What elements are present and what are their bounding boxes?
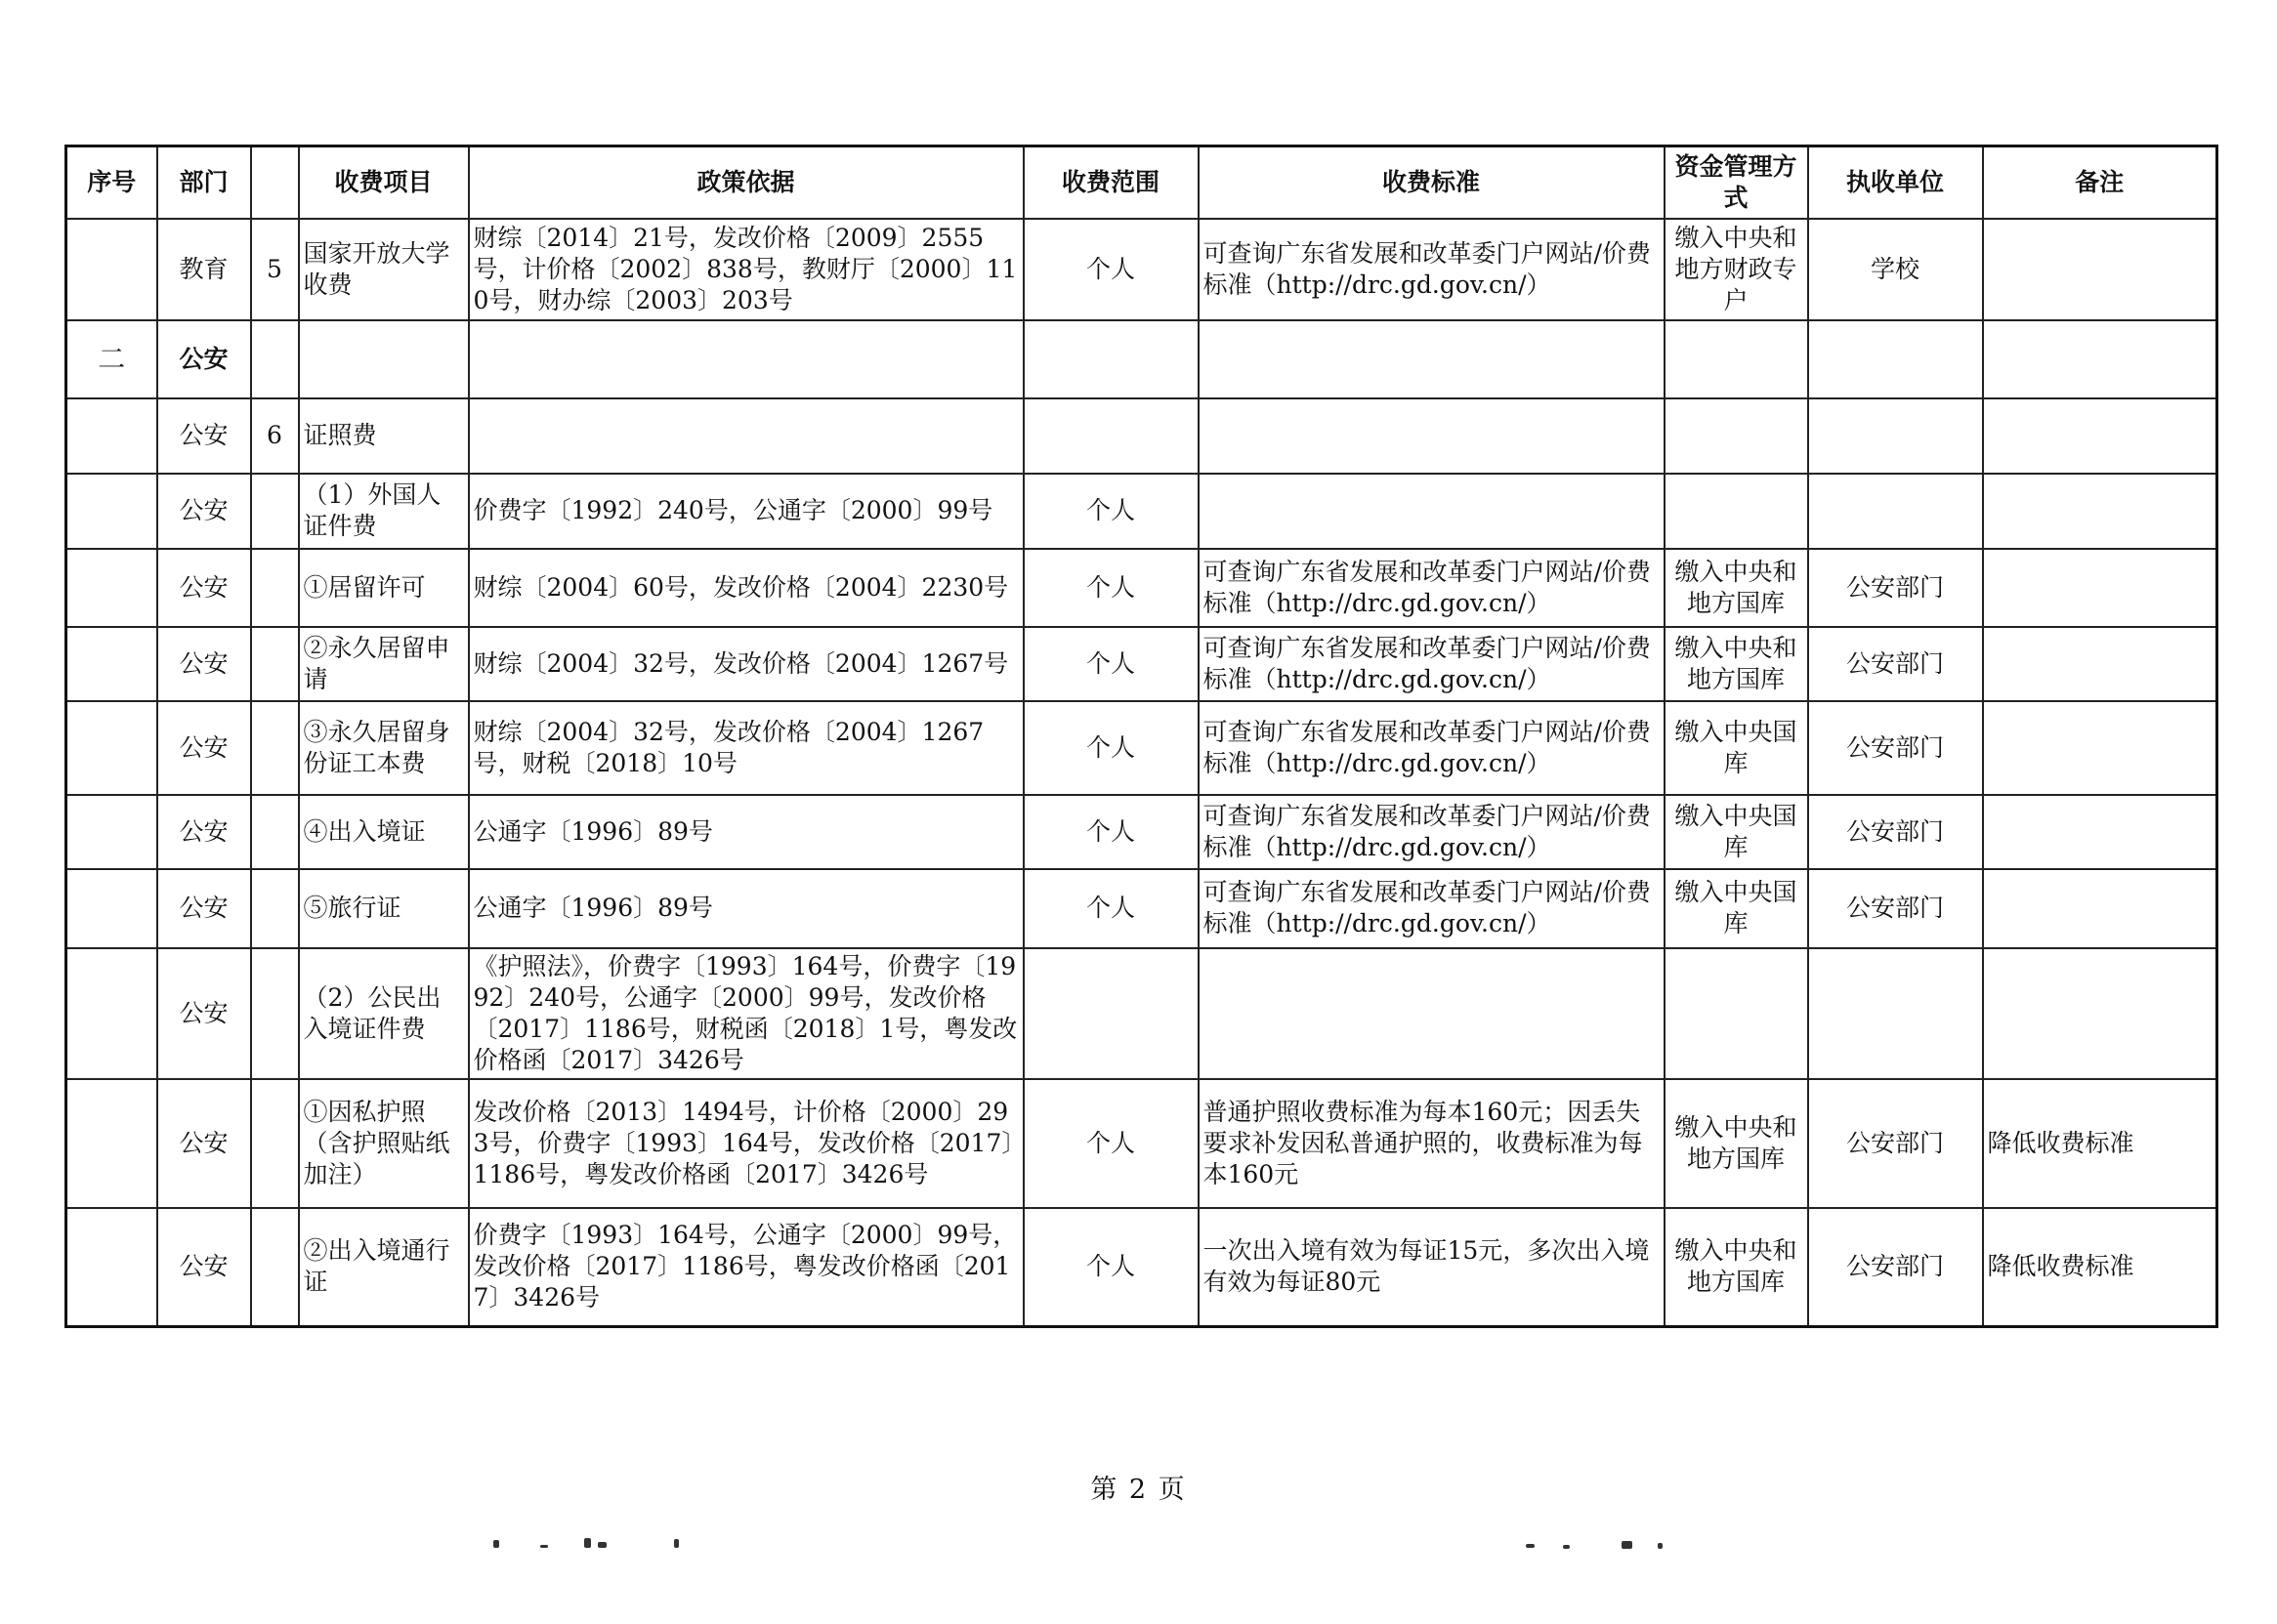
cell-seq: [66, 398, 157, 474]
cell-scope: 个人: [1024, 869, 1199, 948]
cell-policy: 公通字〔1996〕89号: [469, 795, 1024, 869]
cell-policy: [469, 320, 1024, 398]
cell-standard: 一次出入境有效为每证15元，多次出入境有效为每证80元: [1199, 1208, 1665, 1327]
cell-scope: 个人: [1024, 1208, 1199, 1327]
cell-seq: [66, 948, 157, 1079]
cell-idx: 5: [251, 219, 299, 320]
cell-standard: [1199, 398, 1665, 474]
cell-idx: 6: [251, 398, 299, 474]
cell-fund: [1665, 398, 1808, 474]
cell-dept: 公安: [157, 1079, 251, 1208]
scan-speck: [493, 1540, 499, 1548]
header-scope: 收费范围: [1024, 146, 1199, 219]
cell-standard: 可查询广东省发展和改革委门户网站/价费标准（http://drc.gd.gov.cn/）: [1199, 869, 1665, 948]
header-unit: 执收单位: [1808, 146, 1983, 219]
table-row: [66, 219, 2217, 320]
cell-standard: [1199, 948, 1665, 1079]
cell-policy: 财综〔2004〕60号，发改价格〔2004〕2230号: [469, 549, 1024, 627]
cell-unit: 公安部门: [1808, 869, 1983, 948]
header-dept: 部门: [157, 146, 251, 219]
cell-item: ②永久居留申请: [299, 627, 469, 701]
cell-fund: [1665, 320, 1808, 398]
cell-dept: 公安: [157, 398, 251, 474]
table-row: [66, 627, 2217, 701]
cell-item: ⑤旅行证: [299, 869, 469, 948]
header-policy: 政策依据: [469, 146, 1024, 219]
table-row: [66, 1208, 2217, 1327]
scan-speck: [1526, 1544, 1535, 1548]
cell-idx: [251, 701, 299, 795]
cell-item: [299, 320, 469, 398]
scan-speck: [674, 1539, 679, 1548]
cell-fund: 缴入中央和地方国库: [1665, 1079, 1808, 1208]
cell-policy: [469, 398, 1024, 474]
cell-policy: 价费字〔1993〕164号，公通字〔2000〕99号，发改价格〔2017〕1186号，粤发改价格函〔2017〕3426号: [469, 1208, 1024, 1327]
cell-scope: [1024, 948, 1199, 1079]
scan-speck: [1658, 1543, 1663, 1549]
cell-seq: [66, 869, 157, 948]
cell-policy: 财综〔2004〕32号，发改价格〔2004〕1267号，财税〔2018〕10号: [469, 701, 1024, 795]
cell-unit: 公安部门: [1808, 701, 1983, 795]
cell-remark: [1983, 948, 2217, 1079]
table-row: [66, 701, 2217, 795]
table-row: [66, 1079, 2217, 1208]
cell-unit: 学校: [1808, 219, 1983, 320]
cell-unit: 公安部门: [1808, 1208, 1983, 1327]
cell-dept: 公安: [157, 701, 251, 795]
scan-speck: [584, 1538, 591, 1548]
cell-seq: [66, 1208, 157, 1327]
cell-fund: 缴入中央和地方国库: [1665, 627, 1808, 701]
cell-remark: [1983, 549, 2217, 627]
cell-remark: [1983, 320, 2217, 398]
header-standard: 收费标准: [1199, 146, 1665, 219]
cell-standard: [1199, 474, 1665, 549]
cell-unit: 公安部门: [1808, 549, 1983, 627]
cell-standard: 可查询广东省发展和改革委门户网站/价费标准（http://drc.gd.gov.cn/）: [1199, 549, 1665, 627]
cell-remark: [1983, 398, 2217, 474]
header-item: 收费项目: [299, 146, 469, 219]
fee-table: [64, 145, 2218, 1328]
cell-dept: 公安: [157, 627, 251, 701]
cell-unit: [1808, 320, 1983, 398]
cell-unit: [1808, 948, 1983, 1079]
cell-seq: [66, 795, 157, 869]
cell-unit: [1808, 398, 1983, 474]
cell-item: （2）公民出入境证件费: [299, 948, 469, 1079]
page-number: 第 2 页: [1090, 1475, 1187, 1505]
cell-idx: [251, 1208, 299, 1327]
cell-idx: [251, 320, 299, 398]
cell-item: ③永久居留身份证工本费: [299, 701, 469, 795]
cell-fund: [1665, 474, 1808, 549]
cell-scope: 个人: [1024, 1079, 1199, 1208]
table-row: [66, 795, 2217, 869]
scan-speck: [1563, 1545, 1570, 1549]
cell-item: （1）外国人证件费: [299, 474, 469, 549]
cell-unit: 公安部门: [1808, 1079, 1983, 1208]
cell-idx: [251, 1079, 299, 1208]
cell-item: ④出入境证: [299, 795, 469, 869]
header-idx: [251, 146, 299, 219]
cell-remark: [1983, 219, 2217, 320]
cell-dept: 公安: [157, 549, 251, 627]
cell-remark: [1983, 795, 2217, 869]
cell-policy: 《护照法》，价费字〔1993〕164号，价费字〔1992〕240号，公通字〔2000〕99号，发改价格〔2017〕1186号，财税函〔2018〕1号，粤发改价格函〔2017〕3426号: [469, 948, 1024, 1079]
table-row: [66, 398, 2217, 474]
cell-unit: [1808, 474, 1983, 549]
cell-scope: [1024, 320, 1199, 398]
cell-remark: [1983, 869, 2217, 948]
header-remark: 备注: [1983, 146, 2217, 219]
cell-idx: [251, 627, 299, 701]
cell-idx: [251, 795, 299, 869]
cell-remark: 降低收费标准: [1983, 1079, 2217, 1208]
cell-fund: 缴入中央国库: [1665, 701, 1808, 795]
cell-standard: 可查询广东省发展和改革委门户网站/价费标准（http://drc.gd.gov.cn/）: [1199, 219, 1665, 320]
cell-standard: 可查询广东省发展和改革委门户网站/价费标准（http://drc.gd.gov.cn/）: [1199, 627, 1665, 701]
cell-fund: 缴入中央和地方国库: [1665, 1208, 1808, 1327]
cell-seq: [66, 549, 157, 627]
cell-dept: 公安: [157, 320, 251, 398]
cell-idx: [251, 869, 299, 948]
table-header-row: [66, 146, 2217, 219]
cell-scope: [1024, 398, 1199, 474]
cell-item: 国家开放大学收费: [299, 219, 469, 320]
cell-standard: [1199, 320, 1665, 398]
cell-item: 证照费: [299, 398, 469, 474]
cell-idx: [251, 474, 299, 549]
table-row: [66, 869, 2217, 948]
cell-standard: 可查询广东省发展和改革委门户网站/价费标准（http://drc.gd.gov.cn/）: [1199, 701, 1665, 795]
scan-speck: [598, 1542, 607, 1548]
cell-scope: 个人: [1024, 549, 1199, 627]
cell-dept: 公安: [157, 869, 251, 948]
table-row: [66, 549, 2217, 627]
cell-scope: 个人: [1024, 474, 1199, 549]
cell-remark: [1983, 474, 2217, 549]
cell-seq: [66, 1079, 157, 1208]
scan-speck: [540, 1545, 548, 1548]
cell-standard: 普通护照收费标准为每本160元；因丢失要求补发因私普通护照的，收费标准为每本160元: [1199, 1079, 1665, 1208]
cell-fund: 缴入中央和地方国库: [1665, 549, 1808, 627]
cell-unit: 公安部门: [1808, 795, 1983, 869]
table-row: [66, 320, 2217, 398]
header-seq: 序号: [66, 146, 157, 219]
cell-fund: 缴入中央和地方财政专户: [1665, 219, 1808, 320]
table-row: [66, 474, 2217, 549]
cell-seq: [66, 474, 157, 549]
cell-policy: 发改价格〔2013〕1494号，计价格〔2000〕293号，价费字〔1993〕164号，发改价格〔2017〕1186号，粤发改价格函〔2017〕3426号: [469, 1079, 1024, 1208]
cell-policy: 财综〔2014〕21号，发改价格〔2009〕2555号，计价格〔2002〕838号，教财厅〔2000〕110号，财办综〔2003〕203号: [469, 219, 1024, 320]
cell-remark: [1983, 701, 2217, 795]
cell-policy: 价费字〔1992〕240号，公通字〔2000〕99号: [469, 474, 1024, 549]
cell-scope: 个人: [1024, 701, 1199, 795]
cell-scope: 个人: [1024, 795, 1199, 869]
cell-fund: 缴入中央国库: [1665, 869, 1808, 948]
cell-fund: [1665, 948, 1808, 1079]
cell-item: ①居留许可: [299, 549, 469, 627]
cell-standard: 可查询广东省发展和改革委门户网站/价费标准（http://drc.gd.gov.cn/）: [1199, 795, 1665, 869]
cell-seq: [66, 701, 157, 795]
cell-unit: 公安部门: [1808, 627, 1983, 701]
table-row: [66, 948, 2217, 1079]
scan-speck: [1622, 1541, 1632, 1549]
cell-remark: [1983, 627, 2217, 701]
header-fund: 资金管理方式: [1665, 146, 1808, 219]
cell-dept: 公安: [157, 948, 251, 1079]
cell-dept: 教育: [157, 219, 251, 320]
cell-idx: [251, 549, 299, 627]
cell-remark: 降低收费标准: [1983, 1208, 2217, 1327]
cell-seq: [66, 627, 157, 701]
cell-seq: [66, 219, 157, 320]
cell-item: ②出入境通行证: [299, 1208, 469, 1327]
cell-dept: 公安: [157, 474, 251, 549]
cell-idx: [251, 948, 299, 1079]
cell-policy: 公通字〔1996〕89号: [469, 869, 1024, 948]
cell-dept: 公安: [157, 795, 251, 869]
cell-scope: 个人: [1024, 627, 1199, 701]
cell-seq: 二: [66, 320, 157, 398]
cell-scope: 个人: [1024, 219, 1199, 320]
cell-fund: 缴入中央国库: [1665, 795, 1808, 869]
cell-item: ①因私护照（含护照贴纸加注）: [299, 1079, 469, 1208]
cell-dept: 公安: [157, 1208, 251, 1327]
cell-policy: 财综〔2004〕32号，发改价格〔2004〕1267号: [469, 627, 1024, 701]
